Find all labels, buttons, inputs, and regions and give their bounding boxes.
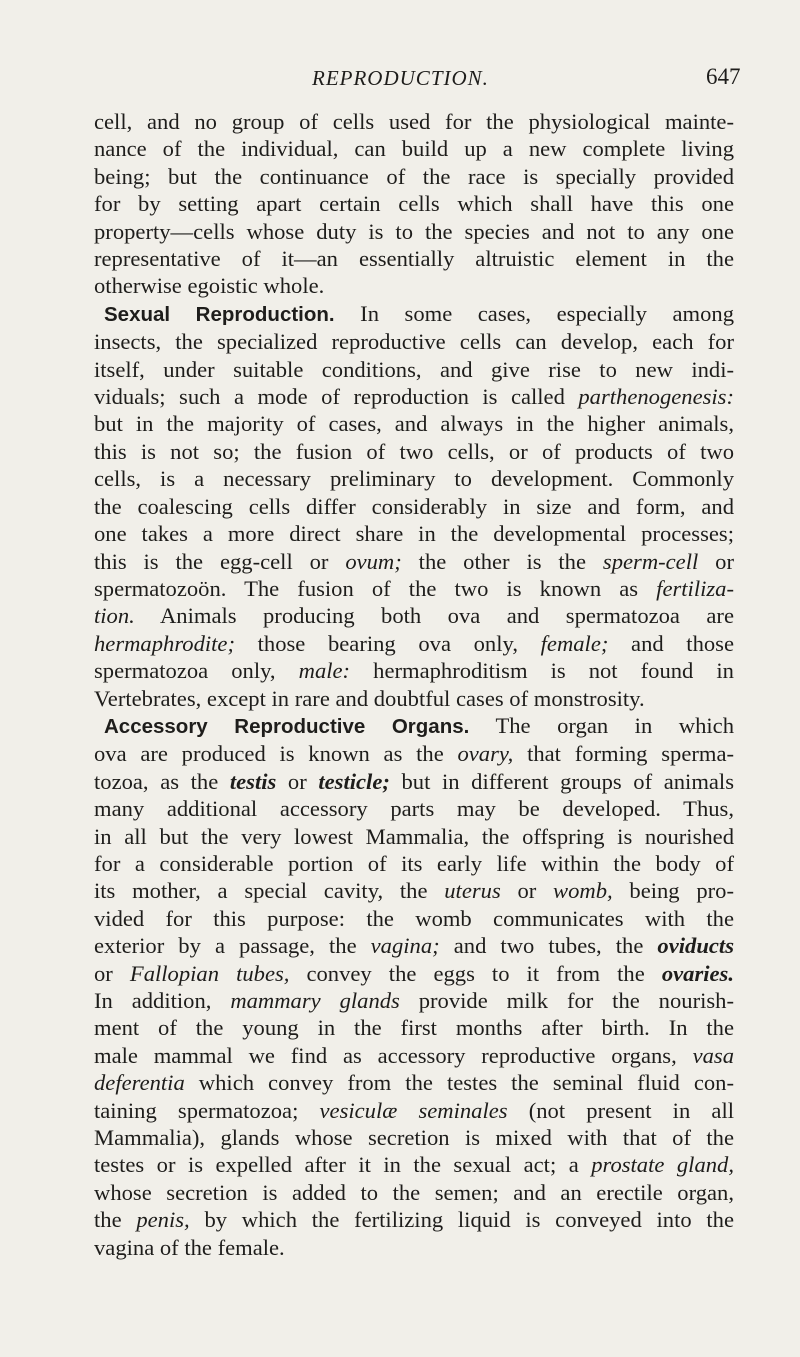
text-line: male mammal we find as accessory reproductive organs, vasa: [94, 1042, 734, 1068]
text-line: cells, is a necessary preliminary to development. Commonly: [94, 466, 734, 492]
text-line: in all but the very lowest Mammalia, the offspring is nourished: [94, 823, 734, 849]
emphasis-term: ovum;: [345, 548, 402, 574]
text-line: Mammalia), glands whose secretion is mixed with that of the: [94, 1125, 734, 1151]
text-line: viduals; such a mode of reproduction is called parthenogenesis:: [94, 384, 734, 410]
section-heading-accessory-organs: Accessory Reproductive Organs.: [104, 714, 470, 738]
running-head: REPRODUCTION.: [312, 66, 489, 90]
text-line: this is the egg-cell or ovum; the other is the sperm-cell or: [94, 548, 734, 574]
text-line: Sexual Reproduction. In some cases, especially among: [104, 300, 734, 326]
emphasis-term: oviducts: [657, 933, 734, 959]
emphasis-term: womb,: [553, 878, 613, 904]
emphasis-term: penis,: [136, 1207, 190, 1233]
emphasis-term: vagina;: [370, 933, 440, 959]
text-line: tozoa, as the testis or testicle; but in different groups of animals: [94, 768, 734, 794]
text-line: the coalescing cells differ considerably in size and form, and: [94, 493, 734, 519]
emphasis-term: parthenogenesis:: [578, 384, 734, 410]
emphasis-term: female;: [540, 630, 609, 656]
text-line: taining spermatozoa; vesiculæ seminales (not present in all: [94, 1097, 734, 1123]
text-line: testes or is expelled after it in the sexual act; a prostate gland,: [94, 1152, 734, 1178]
emphasis-term: ovary,: [457, 741, 514, 767]
text-line: Vertebrates, except in rare and doubtful cases of monstrosity.: [94, 685, 645, 711]
emphasis-term: hermaphrodite;: [94, 630, 235, 656]
text-line: its mother, a special cavity, the uterus or womb, being pro-: [94, 878, 734, 904]
section-heading-sexual-reproduction: Sexual Reproduction.: [104, 302, 335, 326]
text-line: but in the majority of cases, and always in the higher animals,: [94, 411, 734, 437]
text-line: many additional accessory parts may be developed. Thus,: [94, 796, 734, 822]
text-line: otherwise egoistic whole.: [94, 273, 325, 299]
emphasis-term: testicle;: [318, 768, 390, 794]
emphasis-term: sperm-cell: [602, 548, 699, 574]
emphasis-term: fertiliza-: [656, 575, 734, 601]
text-line: ment of the young in the first months after birth. In the: [94, 1015, 734, 1041]
emphasis-term: vasa: [692, 1042, 734, 1068]
emphasis-term: male:: [298, 658, 351, 684]
emphasis-term: deferentia: [94, 1070, 185, 1096]
text-line: tion. Animals producing both ova and spermatozoa are: [94, 603, 734, 629]
page-number: 647: [706, 64, 741, 89]
text-line: Accessory Reproductive Organs. The organ in which: [104, 712, 734, 738]
text-line: vided for this purpose: the womb communicates with the: [94, 905, 734, 931]
text-line: ova are produced is known as the ovary, that forming sperma-: [94, 741, 734, 767]
emphasis-term: Fallopian tubes,: [129, 960, 290, 986]
text-line: for a considerable portion of its early life within the body of: [94, 850, 734, 876]
text-line: deferentia which convey from the testes the seminal fluid con-: [94, 1070, 734, 1096]
emphasis-term: uterus: [444, 878, 501, 904]
text-line: spermatozoön. The fusion of the two is known as fertiliza-: [94, 575, 734, 601]
text-line: insects, the specialized reproductive cells can develop, each for: [94, 329, 734, 355]
text-line: being; but the continuance of the race is specially provided: [94, 163, 734, 189]
text-line: property—cells whose duty is to the species and not to any one: [94, 218, 734, 244]
body-text: [94, 108, 734, 1261]
text-line: the penis, by which the fertilizing liquid is conveyed into the: [94, 1207, 734, 1233]
emphasis-term: tion.: [94, 603, 135, 629]
text-line: or Fallopian tubes, convey the eggs to it from the ovaries.: [94, 960, 734, 986]
text-line: exterior by a passage, the vagina; and two tubes, the oviducts: [94, 933, 734, 959]
text-line: whose secretion is added to the semen; and an erectile organ,: [94, 1179, 734, 1205]
emphasis-term: vesiculæ seminales: [319, 1097, 508, 1123]
text-line: spermatozoa only, male: hermaphroditism is not found in: [94, 658, 734, 684]
emphasis-term: mammary glands: [230, 988, 400, 1013]
text-line: nance of the individual, can build up a new complete living: [94, 136, 734, 162]
text-line: hermaphrodite; those bearing ova only, female; and those: [94, 630, 734, 656]
emphasis-term: prostate gland,: [591, 1152, 734, 1178]
emphasis-term: testis: [229, 768, 277, 794]
text-line: vagina of the female.: [94, 1234, 285, 1260]
text-line: for by setting apart certain cells which shall have this one: [94, 191, 734, 217]
text-line: one takes a more direct share in the developmental processes;: [94, 521, 734, 547]
emphasis-term: ovaries.: [661, 960, 734, 986]
text-line: this is not so; the fusion of two cells, or of products of two: [94, 438, 734, 464]
text-line: In addition, mammary glands provide milk for the nourish-: [94, 988, 734, 1013]
text-line: itself, under suitable conditions, and give rise to new indi-: [94, 356, 734, 382]
text-line: cell, and no group of cells used for the physiological mainte-: [94, 109, 734, 134]
text-line: representative of it—an essentially altruistic element in the: [94, 246, 734, 272]
